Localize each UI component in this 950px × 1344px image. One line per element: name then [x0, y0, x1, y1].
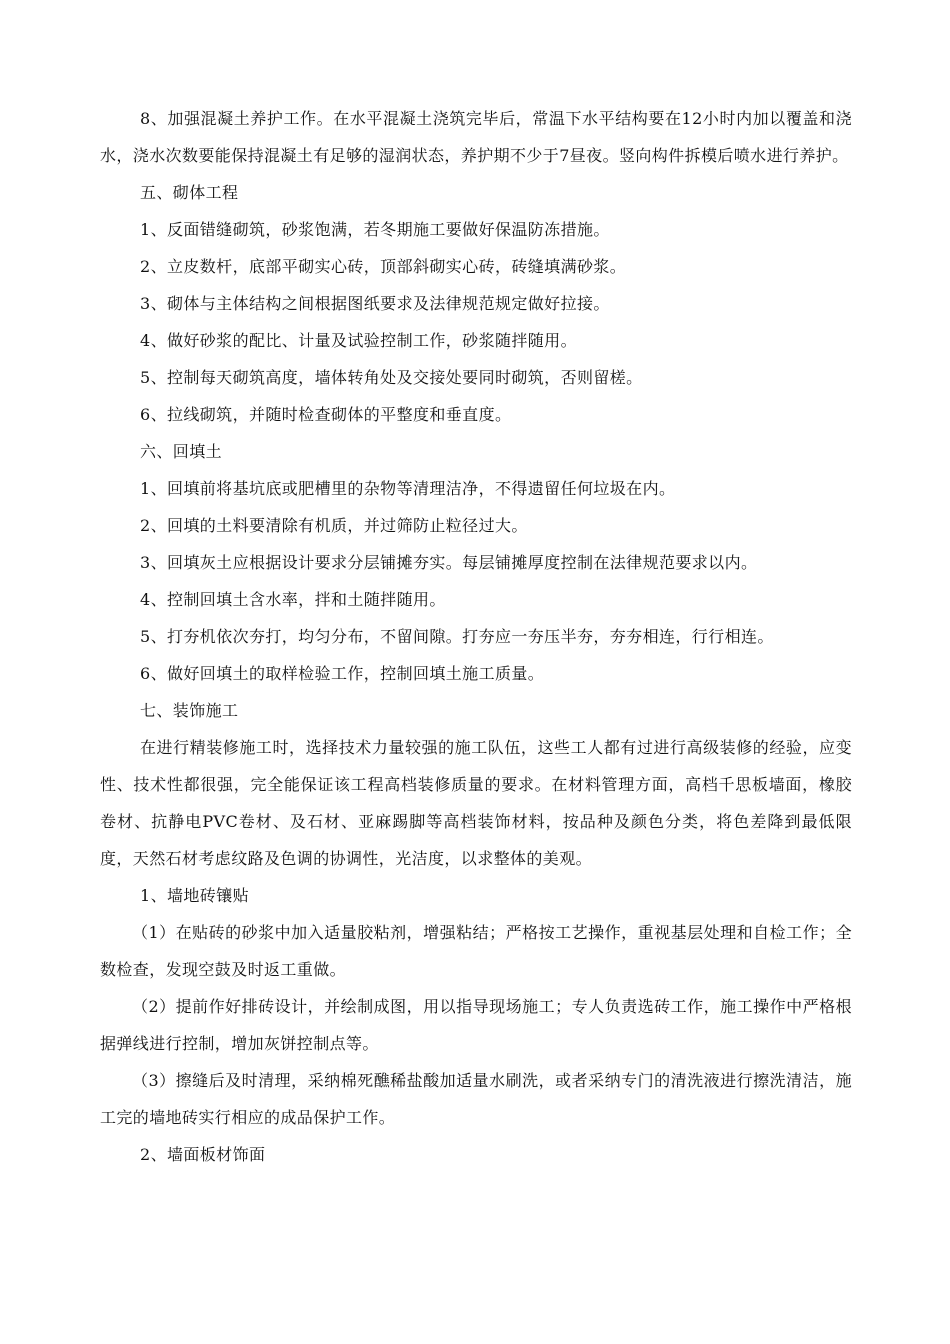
list-item: 6、做好回填土的取样检验工作，控制回填土施工质量。 — [140, 664, 545, 683]
list-item: 3、回填灰土应根据设计要求分层铺摊夯实。每层铺摊厚度控制在法律规范要求以内。 — [140, 553, 758, 572]
heading-masonry: 五、砌体工程 — [140, 183, 239, 202]
list-item: 4、控制回填土含水率，拌和土随拌随用。 — [140, 590, 446, 609]
heading-backfill: 六、回填土 — [140, 442, 223, 461]
list-item: 1、反面错缝砌筑，砂浆饱满，若冬期施工要做好保温防冻措施。 — [140, 220, 610, 239]
document-body — [100, 100, 852, 1173]
list-item: 5、控制每天砌筑高度，墙体转角处及交接处要同时砌筑，否则留槎。 — [140, 368, 643, 387]
list-item: （3）擦缝后及时清理，采纳棉死醮稀盐酸加适量水刷洗，或者采纳专门的清洗液进行擦洗清洁，施工完的墙地砖实行相应的成品保护工作。 — [100, 1071, 852, 1127]
subheading-wall-panel: 2、墙面板材饰面 — [140, 1145, 266, 1164]
paragraph-decoration-intro: 在进行精装修施工时，选择技术力量较强的施工队伍，这些工人都有过进行高级装修的经验，应变性、技术性都很强，完全能保证该工程高档装修质量的要求。在材料管理方面，高档千思板墙面，橡胶卷材、抗静电PVC卷材、及石材、亚麻踢脚等高档装饰材料，按品种及颜色分类，将色差降到最低限度，天然石材考虑纹路及色调的协调性，光洁度，以求整体的美观。 — [100, 738, 852, 868]
subheading-tile-installation: 1、墙地砖镶贴 — [140, 886, 249, 905]
list-item: 5、打夯机依次夯打，均匀分布，不留间隙。打夯应一夯压半夯，夯夯相连，行行相连。 — [140, 627, 774, 646]
list-item: （1）在贴砖的砂浆中加入适量胶粘剂，增强粘结；严格按工艺操作，重视基层处理和自检工作；全数检查，发现空鼓及时返工重做。 — [100, 923, 852, 979]
list-item: 4、做好砂浆的配比、计量及试验控制工作，砂浆随拌随用。 — [140, 331, 577, 350]
list-item: 1、回填前将基坑底或肥槽里的杂物等清理洁净，不得遗留任何垃圾在内。 — [140, 479, 676, 498]
list-item: 2、回填的土料要清除有机质，并过筛防止粒径过大。 — [140, 516, 528, 535]
paragraph-concrete-curing: 8、加强混凝土养护工作。在水平混凝土浇筑完毕后，常温下水平结构要在12小时内加以覆盖和浇水，浇水次数要能保持混凝土有足够的湿润状态，养护期不少于7昼夜。竖向构件拆模后喷水进行养护。 — [100, 109, 852, 165]
list-item: （2）提前作好排砖设计，并绘制成图，用以指导现场施工；专人负责选砖工作，施工操作中严格根据弹线进行控制，增加灰饼控制点等。 — [100, 997, 852, 1053]
list-item: 6、拉线砌筑，并随时检查砌体的平整度和垂直度。 — [140, 405, 512, 424]
list-item: 2、立皮数杆，底部平砌实心砖，顶部斜砌实心砖，砖缝填满砂浆。 — [140, 257, 627, 276]
heading-decoration: 七、装饰施工 — [140, 701, 239, 720]
list-item: 3、砌体与主体结构之间根据图纸要求及法律规范规定做好拉接。 — [140, 294, 610, 313]
